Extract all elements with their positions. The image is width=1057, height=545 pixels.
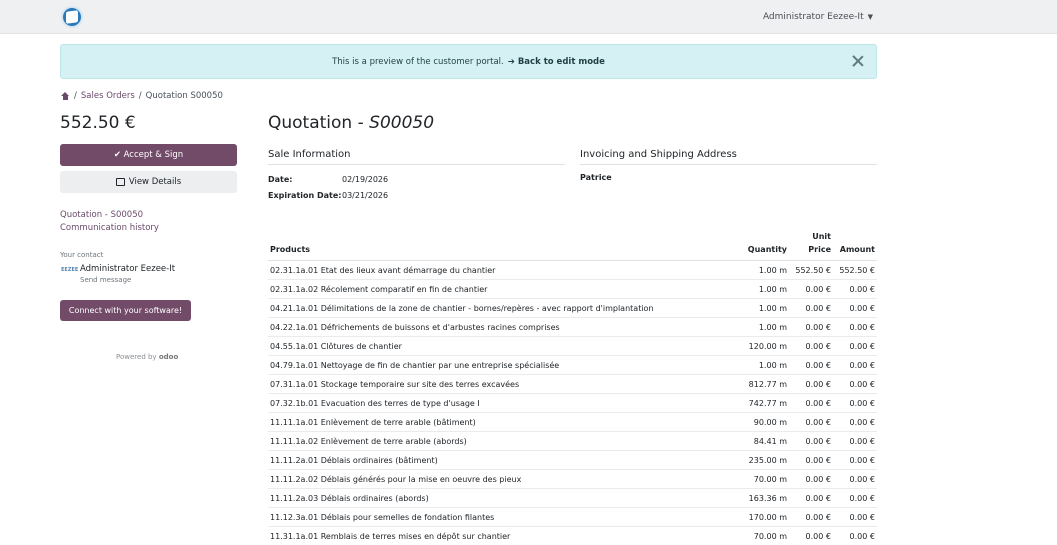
- line-amount: 0.00 €: [833, 299, 877, 318]
- logo-mark-shape: [66, 10, 78, 24]
- line-unit-price: 0.00 €: [789, 375, 833, 394]
- table-row: [268, 299, 877, 318]
- expiration-value: 03/21/2026: [342, 191, 389, 200]
- view-details-label: View Details: [128, 177, 182, 187]
- expiration-label: Expiration Date:: [268, 191, 342, 200]
- line-quantity: 84.41 m: [729, 432, 789, 451]
- home-icon[interactable]: [61, 92, 70, 100]
- line-amount: 0.00 €: [833, 337, 877, 356]
- date-label: Date:: [268, 175, 293, 184]
- line-amount: 552.50 €: [833, 261, 877, 280]
- table-row: [268, 337, 877, 356]
- line-unit-price: 0.00 €: [789, 280, 833, 299]
- printer-icon: [116, 178, 125, 186]
- table-row: [268, 375, 877, 394]
- powered-by: [116, 353, 178, 361]
- line-description: 11.12.3a.01 Déblais pour semelles de fondation filantes: [268, 508, 729, 527]
- nav-link-communication-history[interactable]: Communication history: [60, 223, 159, 233]
- table-row: [268, 318, 877, 337]
- column-unit-price-line2: Price: [808, 245, 831, 254]
- accept-sign-button[interactable]: [60, 144, 237, 166]
- line-unit-price: 0.00 €: [789, 470, 833, 489]
- line-unit-price: 0.00 €: [789, 451, 833, 470]
- avatar: EEZEE: [61, 267, 79, 273]
- company-logo[interactable]: [61, 6, 83, 28]
- send-message-link[interactable]: Send message: [80, 276, 132, 284]
- breadcrumb: [61, 91, 223, 101]
- line-amount: 0.00 €: [833, 432, 877, 451]
- customer-name: Patrice: [580, 173, 612, 182]
- line-unit-price: 0.00 €: [789, 356, 833, 375]
- table-row: [268, 451, 877, 470]
- table-row: [268, 508, 877, 527]
- line-amount: 0.00 €: [833, 451, 877, 470]
- nav-link-quotation[interactable]: Quotation - S00050: [60, 210, 144, 220]
- line-description: 04.79.1a.01 Nettoyage de fin de chantier par une entreprise spécialisée: [268, 356, 729, 375]
- table-row: [268, 470, 877, 489]
- line-quantity: 163.36 m: [729, 489, 789, 508]
- line-amount: 0.00 €: [833, 375, 877, 394]
- line-amount: 0.00 €: [833, 318, 877, 337]
- line-description: 04.21.1a.01 Délimitations de la zone de chantier - bornes/repères - avec rapport d'implantation: [268, 299, 729, 318]
- line-description: 11.11.2a.01 Déblais ordinaires (bâtiment): [268, 451, 729, 470]
- line-unit-price: 552.50 €: [789, 261, 833, 280]
- table-row: [268, 394, 877, 413]
- table-row: [268, 261, 877, 280]
- line-unit-price: 0.00 €: [789, 318, 833, 337]
- breadcrumb-sales-orders[interactable]: Sales Orders: [80, 91, 135, 101]
- line-quantity: 1.00 m: [729, 261, 789, 280]
- table-row: [268, 356, 877, 375]
- line-quantity: 120.00 m: [729, 337, 789, 356]
- line-unit-price: 0.00 €: [789, 527, 833, 545]
- line-amount: 0.00 €: [833, 394, 877, 413]
- column-amount: Amount: [833, 229, 877, 261]
- line-quantity: 1.00 m: [729, 280, 789, 299]
- table-row: [268, 527, 877, 545]
- line-quantity: 812.77 m: [729, 375, 789, 394]
- line-amount: 0.00 €: [833, 527, 877, 545]
- line-description: 11.11.2a.03 Déblais ordinaires (abords): [268, 489, 729, 508]
- top-navbar: [0, 0, 1057, 34]
- connect-software-button[interactable]: [60, 300, 191, 321]
- view-details-button[interactable]: [60, 171, 237, 193]
- breadcrumb-current: Quotation S00050: [145, 91, 223, 101]
- line-unit-price: 0.00 €: [789, 413, 833, 432]
- line-quantity: 1.00 m: [729, 299, 789, 318]
- line-description: 11.31.1a.01 Remblais de terres mises en dépôt sur chantier: [268, 527, 729, 545]
- line-quantity: 1.00 m: [729, 356, 789, 375]
- line-unit-price: 0.00 €: [789, 432, 833, 451]
- table-row: [268, 413, 877, 432]
- caret-down-icon: ▼: [867, 13, 873, 21]
- table-row: [268, 280, 877, 299]
- back-to-edit-link[interactable]: ➔ Back to edit mode: [507, 56, 605, 67]
- quotation-date-row: [268, 175, 388, 184]
- line-amount: 0.00 €: [833, 489, 877, 508]
- breadcrumb-separator: /: [138, 91, 142, 101]
- line-description: 11.11.2a.02 Déblais générés pour la mise en oeuvre des pieux: [268, 470, 729, 489]
- line-description: 04.22.1a.01 Défrichements de buissons et d'arbustes racines comprises: [268, 318, 729, 337]
- line-quantity: 1.00 m: [729, 318, 789, 337]
- sale-information-heading: Sale Information: [268, 149, 565, 165]
- line-quantity: 90.00 m: [729, 413, 789, 432]
- connect-software-label: Connect with your software!: [68, 306, 183, 315]
- line-quantity: 70.00 m: [729, 470, 789, 489]
- table-row: [268, 432, 877, 451]
- contact-heading: Your contact: [60, 251, 104, 259]
- line-unit-price: 0.00 €: [789, 394, 833, 413]
- column-unit-price: [789, 229, 833, 261]
- powered-by-text: Powered by: [116, 353, 157, 361]
- close-icon[interactable]: [851, 54, 865, 68]
- line-quantity: 70.00 m: [729, 527, 789, 545]
- line-description: 07.32.1b.01 Evacuation des terres de type d'usage I: [268, 394, 729, 413]
- line-description: 11.11.1a.01 Enlèvement de terre arable (bâtiment): [268, 413, 729, 432]
- order-lines-table: [268, 229, 877, 545]
- breadcrumb-separator: /: [74, 91, 77, 101]
- line-description: 02.31.1a.02 Récolement comparatif en fin de chantier: [268, 280, 729, 299]
- line-amount: 0.00 €: [833, 470, 877, 489]
- accept-sign-label: ✔ Accept & Sign: [113, 150, 184, 160]
- address-heading: Invoicing and Shipping Address: [580, 149, 877, 165]
- column-unit-price-line1: Unit: [812, 232, 831, 241]
- line-unit-price: 0.00 €: [789, 489, 833, 508]
- page-title-prefix: Quotation -: [268, 113, 370, 133]
- line-description: 02.31.1a.01 Etat des lieux avant démarrage du chantier: [268, 261, 729, 280]
- date-value: 02/19/2026: [342, 175, 389, 184]
- line-amount: 0.00 €: [833, 413, 877, 432]
- line-amount: 0.00 €: [833, 508, 877, 527]
- contact-name: Administrator Eezee-It: [80, 264, 176, 274]
- user-menu-label: Administrator Eezee-It: [762, 12, 864, 22]
- line-description: 07.31.1a.01 Stockage temporaire sur site des terres excavées: [268, 375, 729, 394]
- banner-text: This is a preview of the customer portal.: [332, 56, 504, 67]
- line-amount: 0.00 €: [833, 356, 877, 375]
- preview-banner: [60, 44, 877, 79]
- line-quantity: 742.77 m: [729, 394, 789, 413]
- user-menu[interactable]: [763, 12, 873, 22]
- column-quantity: Quantity: [729, 229, 789, 261]
- table-header-row: [268, 229, 877, 261]
- line-description: 04.55.1a.01 Clôtures de chantier: [268, 337, 729, 356]
- line-description: 11.11.1a.02 Enlèvement de terre arable (abords): [268, 432, 729, 451]
- table-row: [268, 489, 877, 508]
- line-quantity: 235.00 m: [729, 451, 789, 470]
- column-products: Products: [268, 229, 729, 261]
- line-unit-price: 0.00 €: [789, 337, 833, 356]
- page-title: [268, 113, 434, 133]
- page-title-reference: S00050: [369, 113, 435, 133]
- line-unit-price: 0.00 €: [789, 508, 833, 527]
- expiration-date-row: [268, 191, 388, 200]
- odoo-logo[interactable]: odoo: [158, 353, 179, 361]
- line-amount: 0.00 €: [833, 280, 877, 299]
- line-unit-price: 0.00 €: [789, 299, 833, 318]
- quotation-total: 552.50 €: [60, 113, 136, 133]
- line-quantity: 170.00 m: [729, 508, 789, 527]
